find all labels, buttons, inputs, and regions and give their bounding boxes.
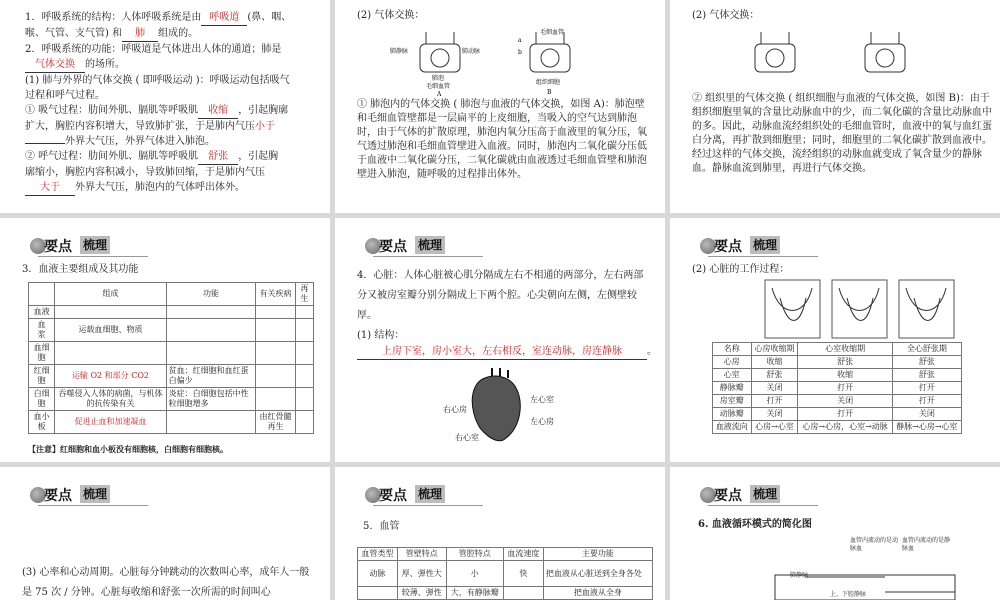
alveolus-figure-a2 [755, 32, 795, 72]
section-header: 要点 梳理 [700, 485, 810, 505]
blood-composition-table: 组成 功能 有关疾病 再生 血液 血 浆 运载血细胞、物质 血细胞 红细胞 运输 O2 和部分 CO2 贫血：红细胞和血红蛋白偏少 白细胞 吞噬侵入人体的病菌，与机体的抗传染有关 炎症：白细胞包括中性粒细胞增多 血小板 促进止血和加速凝血 由红骨髓再生 [28, 282, 314, 434]
slide-gas-exchange-lung[interactable] [335, 0, 665, 213]
table-row: 血 浆 运载血细胞、物质 [29, 319, 314, 342]
tissue-exchange-text: ② 组织里的气体交换 ( 组织细胞与血液的气体交换，如图 B)：由于组织细胞里氧的含量比动脉血中的少，而二氧化碳的含量比动脉血中的多。因此，动脉血流经组织处的毛细血管时，血液中的氧与血红蛋白分离，再扩散到细胞里；同时，细胞里的二氧化碳扩散到血液中。经过这样的气体交换，流经组织的动脉血就变成了氧含量少的静脉血。静脉血流到肺里，再进行气体交换。 [692, 93, 992, 174]
table-row: 动脉瓣 关闭 打开 关闭 [713, 408, 962, 421]
label-pulmonary-vein-circ: 肺静脉 [790, 572, 809, 579]
gas-exchange-title-2: (2) 气体交换： [692, 10, 760, 21]
slide-heart-cycle[interactable] [670, 218, 1000, 462]
label-capillary-a: 毛细血管 [426, 83, 451, 90]
circulation-title: 6. 血液循环模式的简化图 [698, 519, 812, 530]
table-row: 心房 收缩 舒张 舒张 [713, 356, 962, 369]
heart-text: 4．心脏：人体心脏被心肌分隔成左右不相通的两部分，左右两部分又被房室瓣分别分隔成上下两个腔。心尖朝向左侧，左侧壁较厚。 [357, 270, 644, 321]
gas-exchange-diagram-2 [725, 26, 955, 96]
table-row: 较薄、弹性 大，有静脉瓣 把血液从全身 [358, 587, 653, 600]
vessel-table: 血管类型 管壁特点 管腔特点 血流速度 主要功能 动脉 厚、弹性大 小 快 把血液从心脏送到全身各处 较薄、弹性 大，有静脉瓣 把血液从全身 [357, 547, 653, 600]
label-a: A [437, 91, 442, 98]
label-pulmonary-vein: 肺静脉 [390, 48, 409, 55]
slide-respiratory-system[interactable] [0, 0, 330, 213]
label-small-b: b [518, 49, 522, 56]
respiration-text: 1．呼吸系统的结构：人体呼吸系统是由 呼吸道 (鼻、咽、 喉、气管、支气管) 和 肺 组成的。 2．呼吸系统的功能：呼吸道是气体进出人体的通道；肺是 气体交换 的场所。 (1) 肺与外界的气体交换 ( 即呼吸运动 )：呼吸运动包括吸气 过程和呼气过程。 ① 吸气过程：肋间外肌、膈肌等呼吸肌 收缩 ，引起胸廓 扩大，胸腔内容积增大，导致肺扩张，于是肺内气压小于 外界大气压，外界气体进入肺泡。 ② 呼气过程：肋间外肌、膈肌等呼吸肌 舒张 ，引起胸 廓缩小，胸腔内容积减小，导致肺回缩，于是肺内气压 大于 外界大气压，肺泡内的气体呼出体外。 [25, 10, 315, 196]
slide-blood-vessels[interactable] [335, 467, 665, 600]
label-left-ventricle: 左心室 [530, 395, 554, 404]
slide-heart-structure[interactable] [335, 218, 665, 462]
table-row: 红细胞 运输 O2 和部分 CO2 贫血：红细胞和血红蛋白偏少 [29, 365, 314, 388]
alveolar-exchange-text: ① 肺泡内的气体交换 ( 肺泡与血液的气体交换，如图 A)：肺泡壁和毛细血管壁都是一层扁平的上皮细胞，当吸入的空气达到肺泡时，由于气体的扩散原理，肺泡内氧分压高于血液里的氧分压，氧气透过肺泡和毛细血管壁进入血液。同时，肺泡内二氧化碳分压低于血液中二氧化碳分压，二氧化碳就由血液透过毛细血管壁和肺泡壁进入肺泡，随呼吸的过程排出体外。 [357, 99, 647, 180]
table-row: 血液 [29, 306, 314, 319]
slide-circulation-diagram[interactable] [670, 467, 1000, 600]
label-alveolus: 肺泡 [432, 75, 445, 82]
heart-rate-text: (3) 心率和心动周期。心脏每分钟跳动的次数叫心率，成年人一般是 75 次 / 分钟。心脏每收缩和舒张一次所需的时间叫心 [22, 567, 310, 598]
table-row: 血小板 促进止血和加速凝血 由红骨髓再生 [29, 411, 314, 434]
label-small-a: a [518, 37, 522, 44]
label-left-atrium: 左心房 [530, 417, 554, 426]
tissue-figure-b [530, 32, 570, 72]
slide-heart-rate[interactable] [0, 467, 330, 600]
label-capillary-b: 毛细血管 [540, 29, 565, 36]
table-row: 血液流向 心房→心室 心房→心房，心室→动脉 静脉→心房→心室 [713, 421, 962, 434]
slide-gas-exchange-tissue[interactable] [670, 0, 1000, 213]
label-right-ventricle: 右心室 [455, 433, 479, 442]
label-vena-cava: 上、下腔静脉 [830, 591, 867, 598]
structure-label: (1) 结构： [357, 330, 405, 341]
heart-answer: 上房下室，房小室大，左右相反，室连动脉，房连静脉 。 [357, 344, 657, 360]
heart-cycle-title: (2) 心脏的工作过程： [692, 264, 790, 275]
label-right-atrium: 右心房 [443, 405, 467, 414]
label-tissue-cell: 组织细胞 [536, 79, 561, 86]
gas-exchange-diagram [390, 26, 620, 98]
table-row: 血细胞 [29, 342, 314, 365]
section-header: 要点 梳理 [30, 236, 140, 256]
heart-cycle-figures [760, 278, 960, 340]
tissue-figure-b2 [865, 32, 905, 72]
label-b: B [547, 89, 552, 96]
blood-note: 【注意】红细胞和血小板没有细胞核，白细胞有细胞核。 [28, 444, 228, 454]
vessel-title: 5．血管 [363, 521, 400, 532]
table-row: 心室 舒张 收缩 舒张 [713, 369, 962, 382]
label-pulmonary-artery: 肺动脉 [462, 48, 481, 55]
label-arterial-blood: 血管内流动的是动脉血 [850, 537, 899, 552]
alveolus-figure-a [420, 32, 460, 72]
heart-cycle-table: 名称 心房收缩期 心室收缩期 全心舒张期 心房 收缩 舒张 舒张 心室 舒张 收缩 舒张 静脉瓣 关闭 打开 打开 房室瓣 打开 关闭 打开 动脉瓣 关闭 打开 关闭 血液流向 心房→心室 心房→心房，心室→动脉 静脉→心房→心室 [712, 342, 962, 434]
blood-table-title: 3．血液主要组成及其功能 [22, 264, 139, 275]
table-row: 房室瓣 打开 关闭 打开 [713, 395, 962, 408]
table-row: 动脉 厚、弹性大 小 快 把血液从心脏送到全身各处 [358, 561, 653, 587]
table-row: 静脉瓣 关闭 打开 打开 [713, 382, 962, 395]
section-header: 要点 梳理 [700, 236, 810, 256]
slide-blood-composition[interactable] [0, 218, 330, 462]
section-header: 要点 梳理 [365, 485, 475, 505]
section-header: 要点 梳理 [365, 236, 475, 256]
section-header: 要点 梳理 [30, 485, 140, 505]
label-venous-blood: 血管内流动的是静脉血 [902, 537, 951, 552]
gas-exchange-title: (2) 气体交换： [357, 10, 425, 21]
table-row: 白细胞 吞噬侵入人体的病菌，与机体的抗传染有关 炎症：白细胞包括中性粒细胞增多 [29, 388, 314, 411]
